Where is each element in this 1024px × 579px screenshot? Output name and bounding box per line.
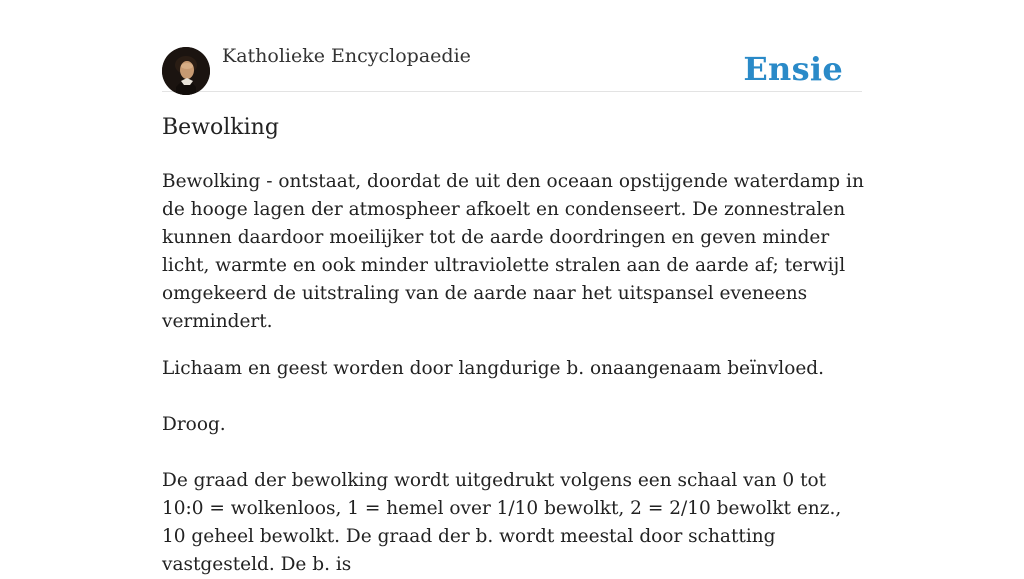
paragraph: De graad der bewolking wordt uitgedrukt volgens een schaal van 0 tot 10:0 = wolkenloos, 1 = hemel over 1/10 bewolkt, 2 = 2/10 bewolkt enz., 10 geheel bewolkt. De graad der b. wordt meestal door schatting vastgesteld. De b. is	[162, 470, 842, 575]
paragraph: Lichaam en geest worden door langdurige b. onaangenaam beïnvloed.	[162, 358, 825, 379]
site-header	[162, 0, 862, 92]
page	[162, 0, 864, 575]
article-title: Bewolking	[162, 115, 279, 140]
paragraph: Droog.	[162, 414, 226, 435]
paragraph: Bewolking - ontstaat, doordat de uit den oceaan opstijgende waterdamp in de hooge lagen der atmospheer afkoelt en condenseert. De zonnestralen kunnen daardoor moeilijker tot de aarde doordringen en geven minder licht, warmte en ook minder ultraviolette stralen aan de aarde af; terwijl omgekeerd de uitstraling van de aarde naar het uitspansel eveneens vermindert.	[162, 171, 864, 332]
ensie-logo[interactable]: Ensie	[743, 50, 843, 88]
source-title[interactable]: Katholieke Encyclopaedie	[222, 45, 471, 67]
portrait-avatar[interactable]	[162, 47, 210, 95]
article-body	[162, 168, 866, 579]
portrait-icon	[162, 47, 210, 95]
